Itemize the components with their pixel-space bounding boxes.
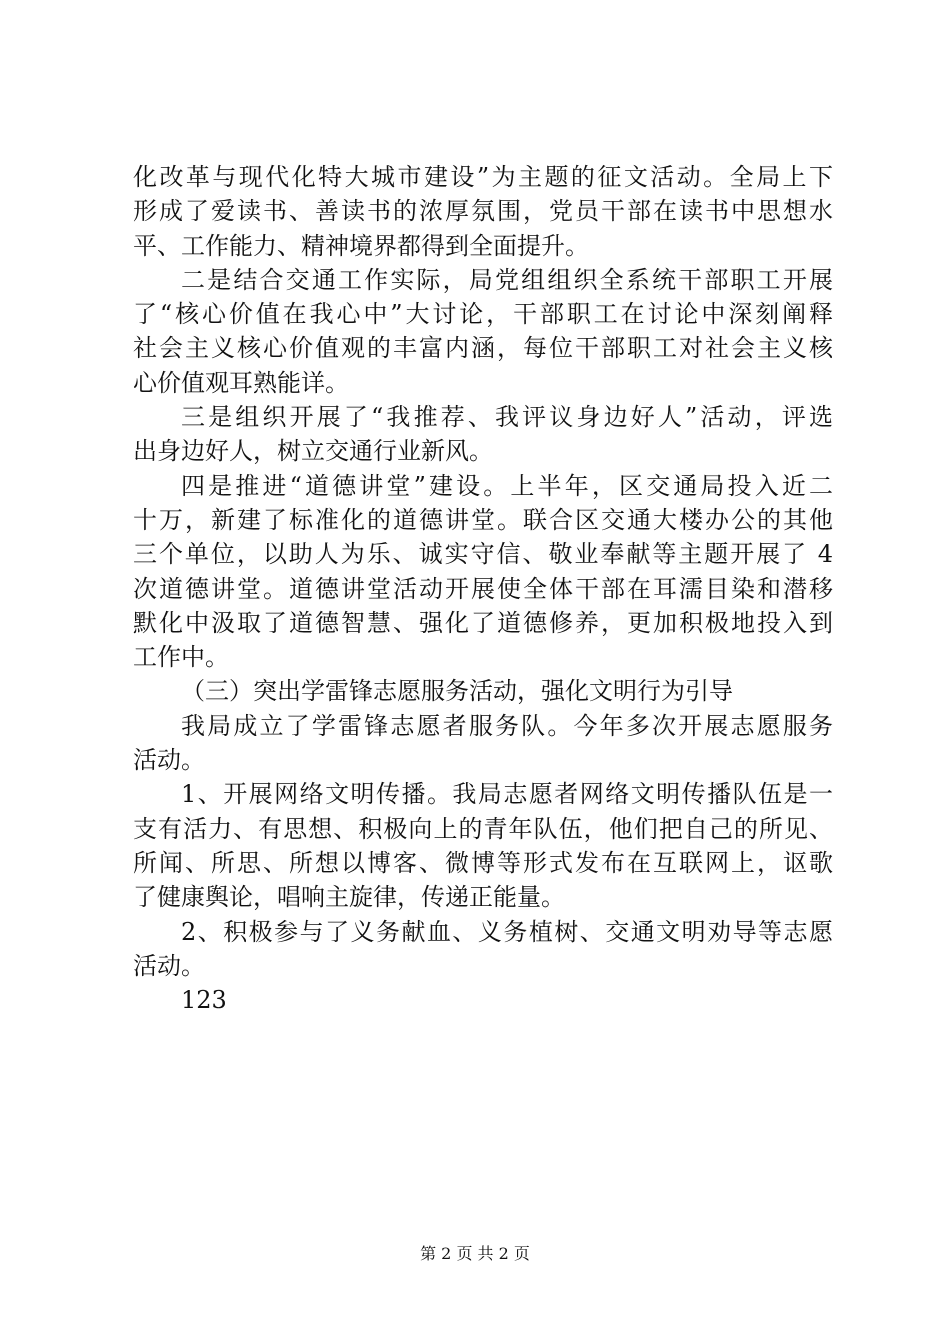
- text-line: 活动。: [133, 746, 205, 775]
- text-line: 默化中汲取了道德智慧、强化了道德修养，更加积极地投入到: [133, 608, 833, 637]
- text-line: 三个单位，以助人为乐、诚实守信、敬业奉献等主题开展了 4: [133, 540, 833, 569]
- text-line: 二是结合交通工作实际，局党组组织全系统干部职工开展: [181, 265, 833, 294]
- text-line: 我局成立了学雷锋志愿者服务队。今年多次开展志愿服务: [181, 711, 833, 740]
- text-line: 2、积极参与了义务献血、义务植树、交通文明劝导等志愿: [181, 917, 833, 946]
- text-line: 出身边好人，树立交通行业新风。: [133, 437, 493, 466]
- section-heading: （三）突出学雷锋志愿服务活动，强化文明行为引导: [181, 677, 733, 706]
- text-line: 社会主义核心价值观的丰富内涵，每位干部职工对社会主义核: [133, 334, 833, 363]
- text-line: 次道德讲堂。道德讲堂活动开展使全体干部在耳濡目染和潜移: [133, 574, 833, 603]
- text-line: 支有活力、有思想、积极向上的青年队伍，他们把自己的所见、: [133, 814, 833, 843]
- text-line: 了“核心价值在我心中”大讨论，干部职工在讨论中深刻阐释: [133, 300, 833, 329]
- text-line: 123: [181, 986, 227, 1015]
- document-body: [133, 160, 833, 1017]
- text-line: 三是组织开展了“我推荐、我评议身边好人”活动，评选: [181, 403, 833, 432]
- text-line: 形成了爱读书、善读书的浓厚氛围，党员干部在读书中思想水: [133, 197, 833, 226]
- text-line: 心价值观耳熟能详。: [133, 368, 349, 397]
- text-line: 了健康舆论，唱响主旋律，传递正能量。: [133, 883, 565, 912]
- text-line: 四是推进“道德讲堂”建设。上半年，区交通局投入近二: [181, 471, 833, 500]
- text-line: 十万，新建了标准化的道德讲堂。联合区交通大楼办公的其他: [133, 505, 833, 534]
- text-line: 工作中。: [133, 643, 229, 672]
- text-line: 所闻、所思、所想以博客、微博等形式发布在互联网上，讴歌: [133, 848, 833, 877]
- text-line: 平、工作能力、精神境界都得到全面提升。: [133, 231, 589, 260]
- page-number-footer: 第 2 页 共 2 页: [420, 1244, 530, 1263]
- text-line: 化改革与现代化特大城市建设”为主题的征文活动。全局上下: [133, 163, 833, 191]
- text-line: 1、开展网络文明传播。我局志愿者网络文明传播队伍是一: [181, 780, 833, 809]
- text-line: 活动。: [133, 951, 205, 980]
